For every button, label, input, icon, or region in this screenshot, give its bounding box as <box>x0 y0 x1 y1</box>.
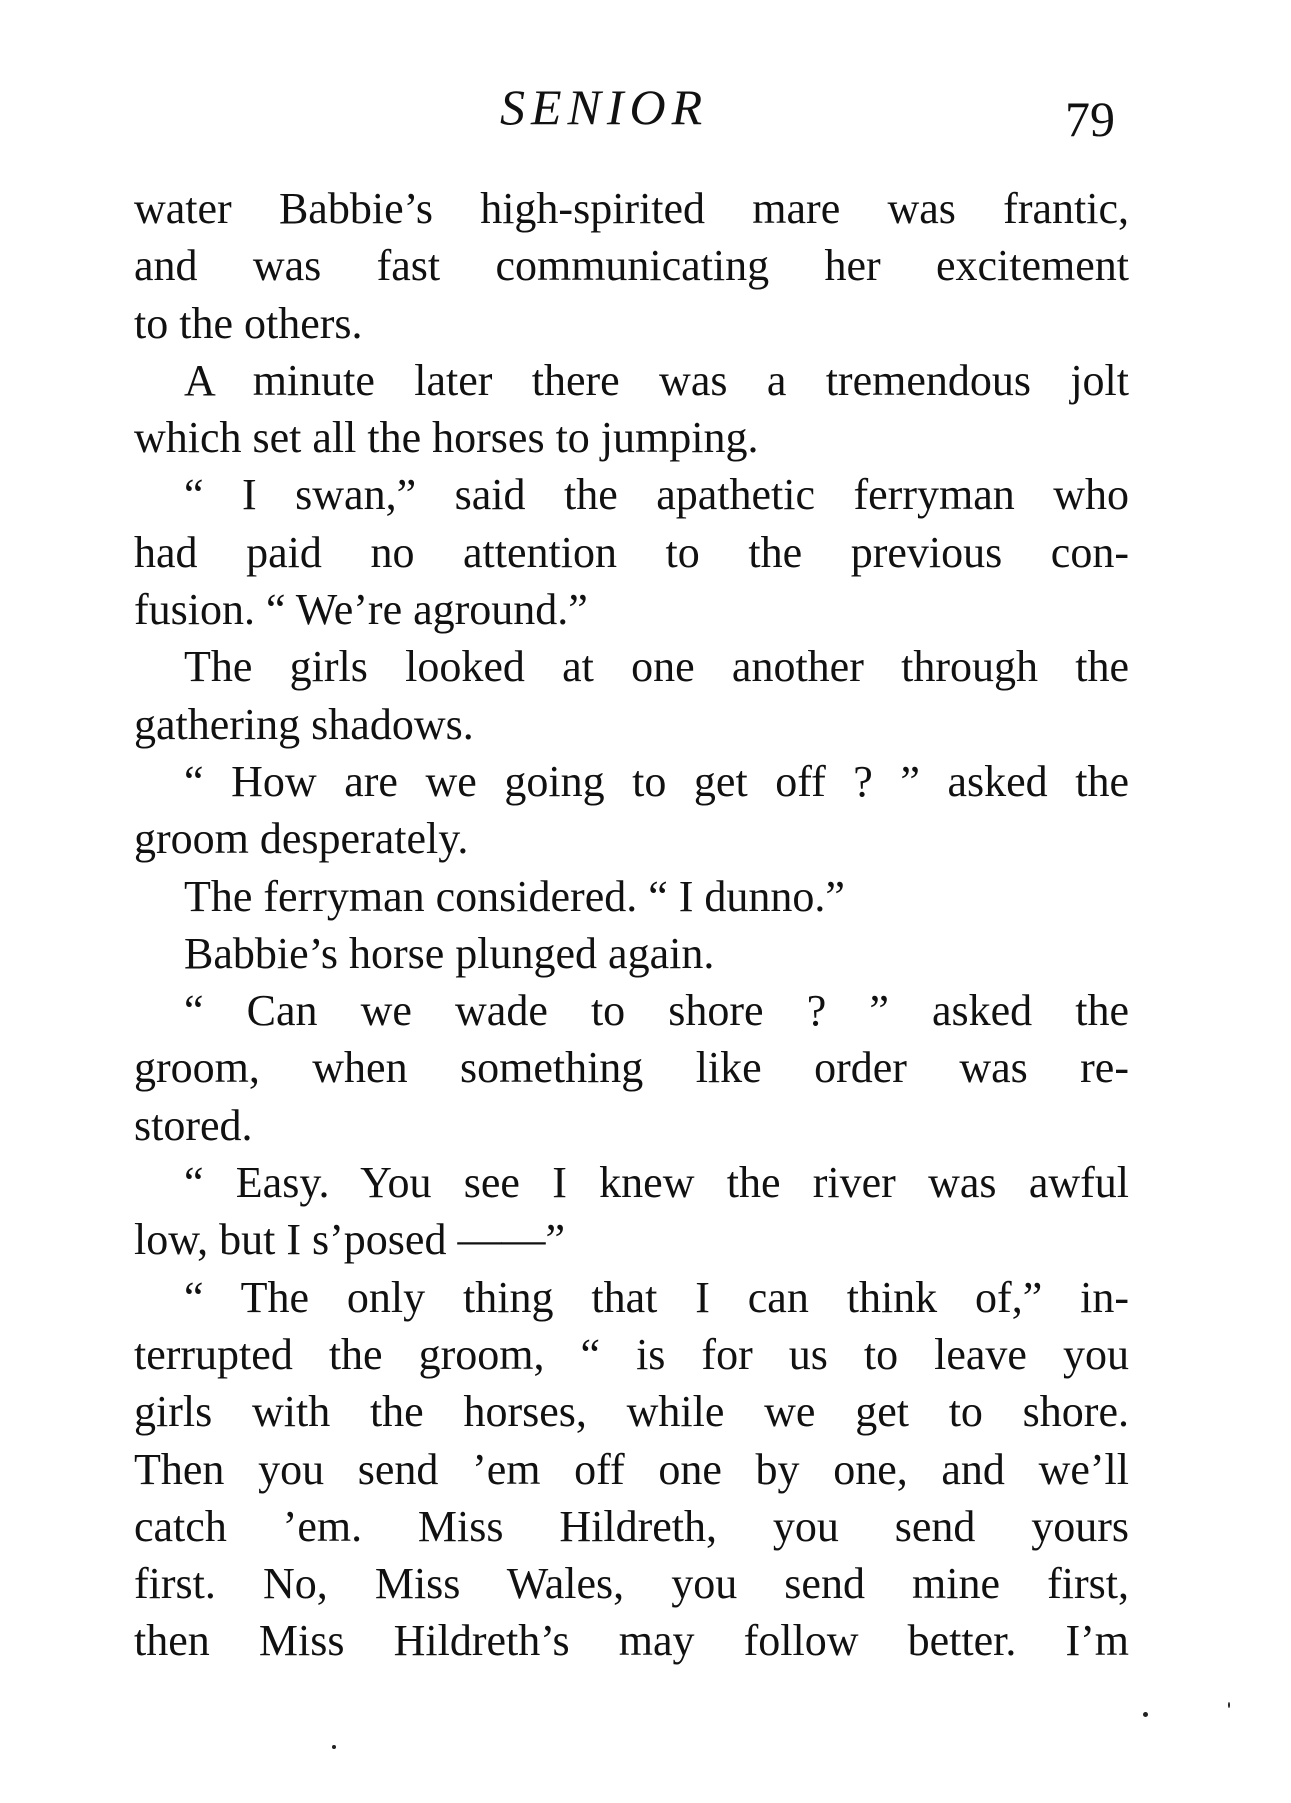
text-line: and was fast communicating her excitement <box>134 241 1129 291</box>
print-speck <box>1228 1702 1230 1708</box>
text-line: Babbie’s horse plunged again. <box>184 928 715 978</box>
print-speck <box>1143 1712 1148 1717</box>
text-line: stored. <box>134 1100 253 1150</box>
text-line: fusion. “ We’re aground.” <box>134 585 588 635</box>
text-line: girls with the horses, while we get to shore. <box>134 1387 1129 1437</box>
running-title: SENIOR <box>500 79 709 135</box>
text-line: “ Easy. You see I knew the river was awful <box>184 1158 1129 1208</box>
text-line: low, but I s’posed ——” <box>134 1215 565 1265</box>
print-speck <box>332 1745 336 1749</box>
text-line: terrupted the groom, “ is for us to leave you <box>134 1329 1129 1379</box>
text-line: then Miss Hildreth’s may follow better. I’m <box>134 1616 1129 1666</box>
text-line: “ Can we wade to shore ? ” asked the <box>184 986 1129 1036</box>
text-line: “ I swan,” said the apathetic ferryman who <box>184 470 1129 520</box>
text-line: gathering shadows. <box>134 699 474 749</box>
text-line: The ferryman considered. “ I dunno.” <box>184 871 845 921</box>
text-line: catch ’em. Miss Hildreth, you send yours <box>134 1501 1129 1551</box>
text-line: groom, when something like order was re- <box>134 1043 1129 1093</box>
text-line: water Babbie’s high-spirited mare was frantic, <box>134 184 1129 233</box>
page-number: 79 <box>1065 91 1115 147</box>
text-line: first. No, Miss Wales, you send mine first, <box>134 1559 1129 1609</box>
text-line: groom desperately. <box>134 814 469 864</box>
running-head <box>0 78 1291 147</box>
text-line: The girls looked at one another through the <box>184 642 1129 692</box>
body-text <box>134 180 1129 1670</box>
text-line: “ The only thing that I can think of,” in- <box>184 1272 1129 1322</box>
text-line: A minute later there was a tremendous jolt <box>184 355 1129 405</box>
text-line: “ How are we going to get off ? ” asked the <box>184 756 1129 806</box>
text-line: which set all the horses to jumping. <box>134 413 759 463</box>
text-line: to the others. <box>134 298 363 348</box>
text-line: had paid no attention to the previous con- <box>134 527 1129 577</box>
text-line: Then you send ’em off one by one, and we’ll <box>134 1444 1129 1494</box>
